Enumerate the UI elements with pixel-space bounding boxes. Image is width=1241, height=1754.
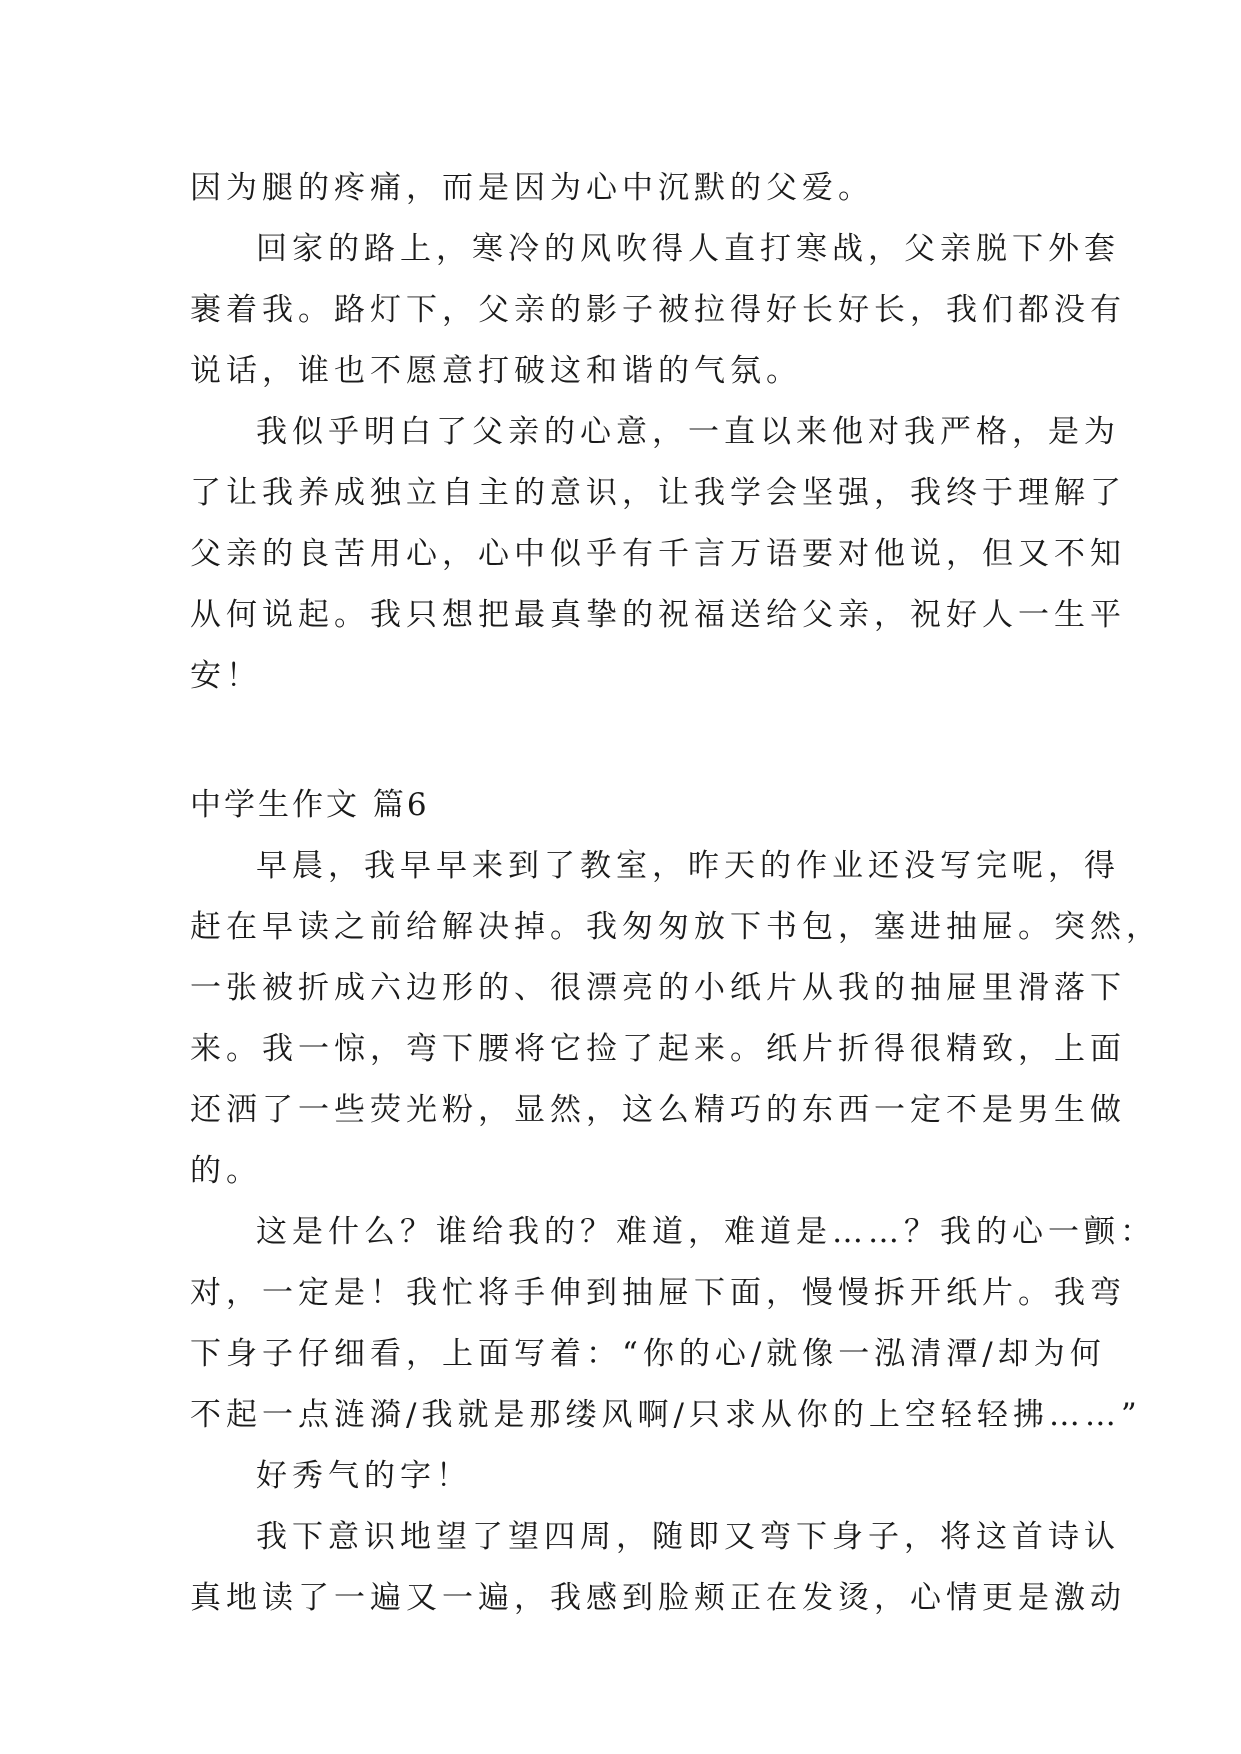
text-line: 不起一点涟漪/我就是那缕风啊/只求从你的上空轻轻拂……” [190,1397,1142,1433]
text-line: 我似乎明白了父亲的心意，一直以来他对我严格，是为 [256,414,1120,450]
text-line: 真地读了一遍又一遍，我感到脸颊正在发烫，心情更是激动 [190,1580,1126,1616]
text-line: 早晨，我早早来到了教室，昨天的作业还没写完呢，得 [256,848,1120,884]
text-line: 我下意识地望了望四周，随即又弯下身子，将这首诗认 [256,1519,1120,1555]
text-line: 说话，谁也不愿意打破这和谐的气氛。 [190,353,802,389]
text-line: 来。我一惊，弯下腰将它捡了起来。纸片折得很精致，上面 [190,1031,1126,1067]
text-line: 下身子仔细看，上面写着：“你的心/就像一泓清潭/却为何 [190,1336,1106,1372]
text-line: 这是什么？谁给我的？难道，难道是……？我的心一颤： [256,1214,1156,1250]
text-line: 还洒了一些荧光粉，显然，这么精巧的东西一定不是男生做 [190,1092,1126,1128]
document-page [190,158,1162,1629]
text-line: 从何说起。我只想把最真挚的祝福送给父亲，祝好人一生平 [190,597,1126,633]
section-gap [190,707,1056,775]
text-line: 赶在早读之前给解决掉。我匆匆放下书包，塞进抽屉。突然， [190,909,1162,945]
text-line: 因为腿的疼痛，而是因为心中沉默的父爱。 [190,170,874,206]
text-line: 裹着我。路灯下，父亲的影子被拉得好长好长，我们都没有 [190,292,1126,328]
text-line: 父亲的良苦用心，心中似乎有千言万语要对他说，但又不知 [190,536,1126,572]
text-line: 一张被折成六边形的、很漂亮的小纸片从我的抽屉里滑落下 [190,970,1126,1006]
text-line: 了让我养成独立自主的意识，让我学会坚强，我终于理解了 [190,475,1126,511]
text-line: 回家的路上，寒冷的风吹得人直打寒战，父亲脱下外套 [256,231,1120,267]
section-heading: 中学生作文 篇6 [190,787,430,823]
text-line: 的。 [190,1153,262,1189]
text-line: 好秀气的字！ [256,1458,472,1494]
text-line: 对，一定是！我忙将手伸到抽屉下面，慢慢拆开纸片。我弯 [190,1275,1126,1311]
text-line: 安！ [190,658,262,694]
